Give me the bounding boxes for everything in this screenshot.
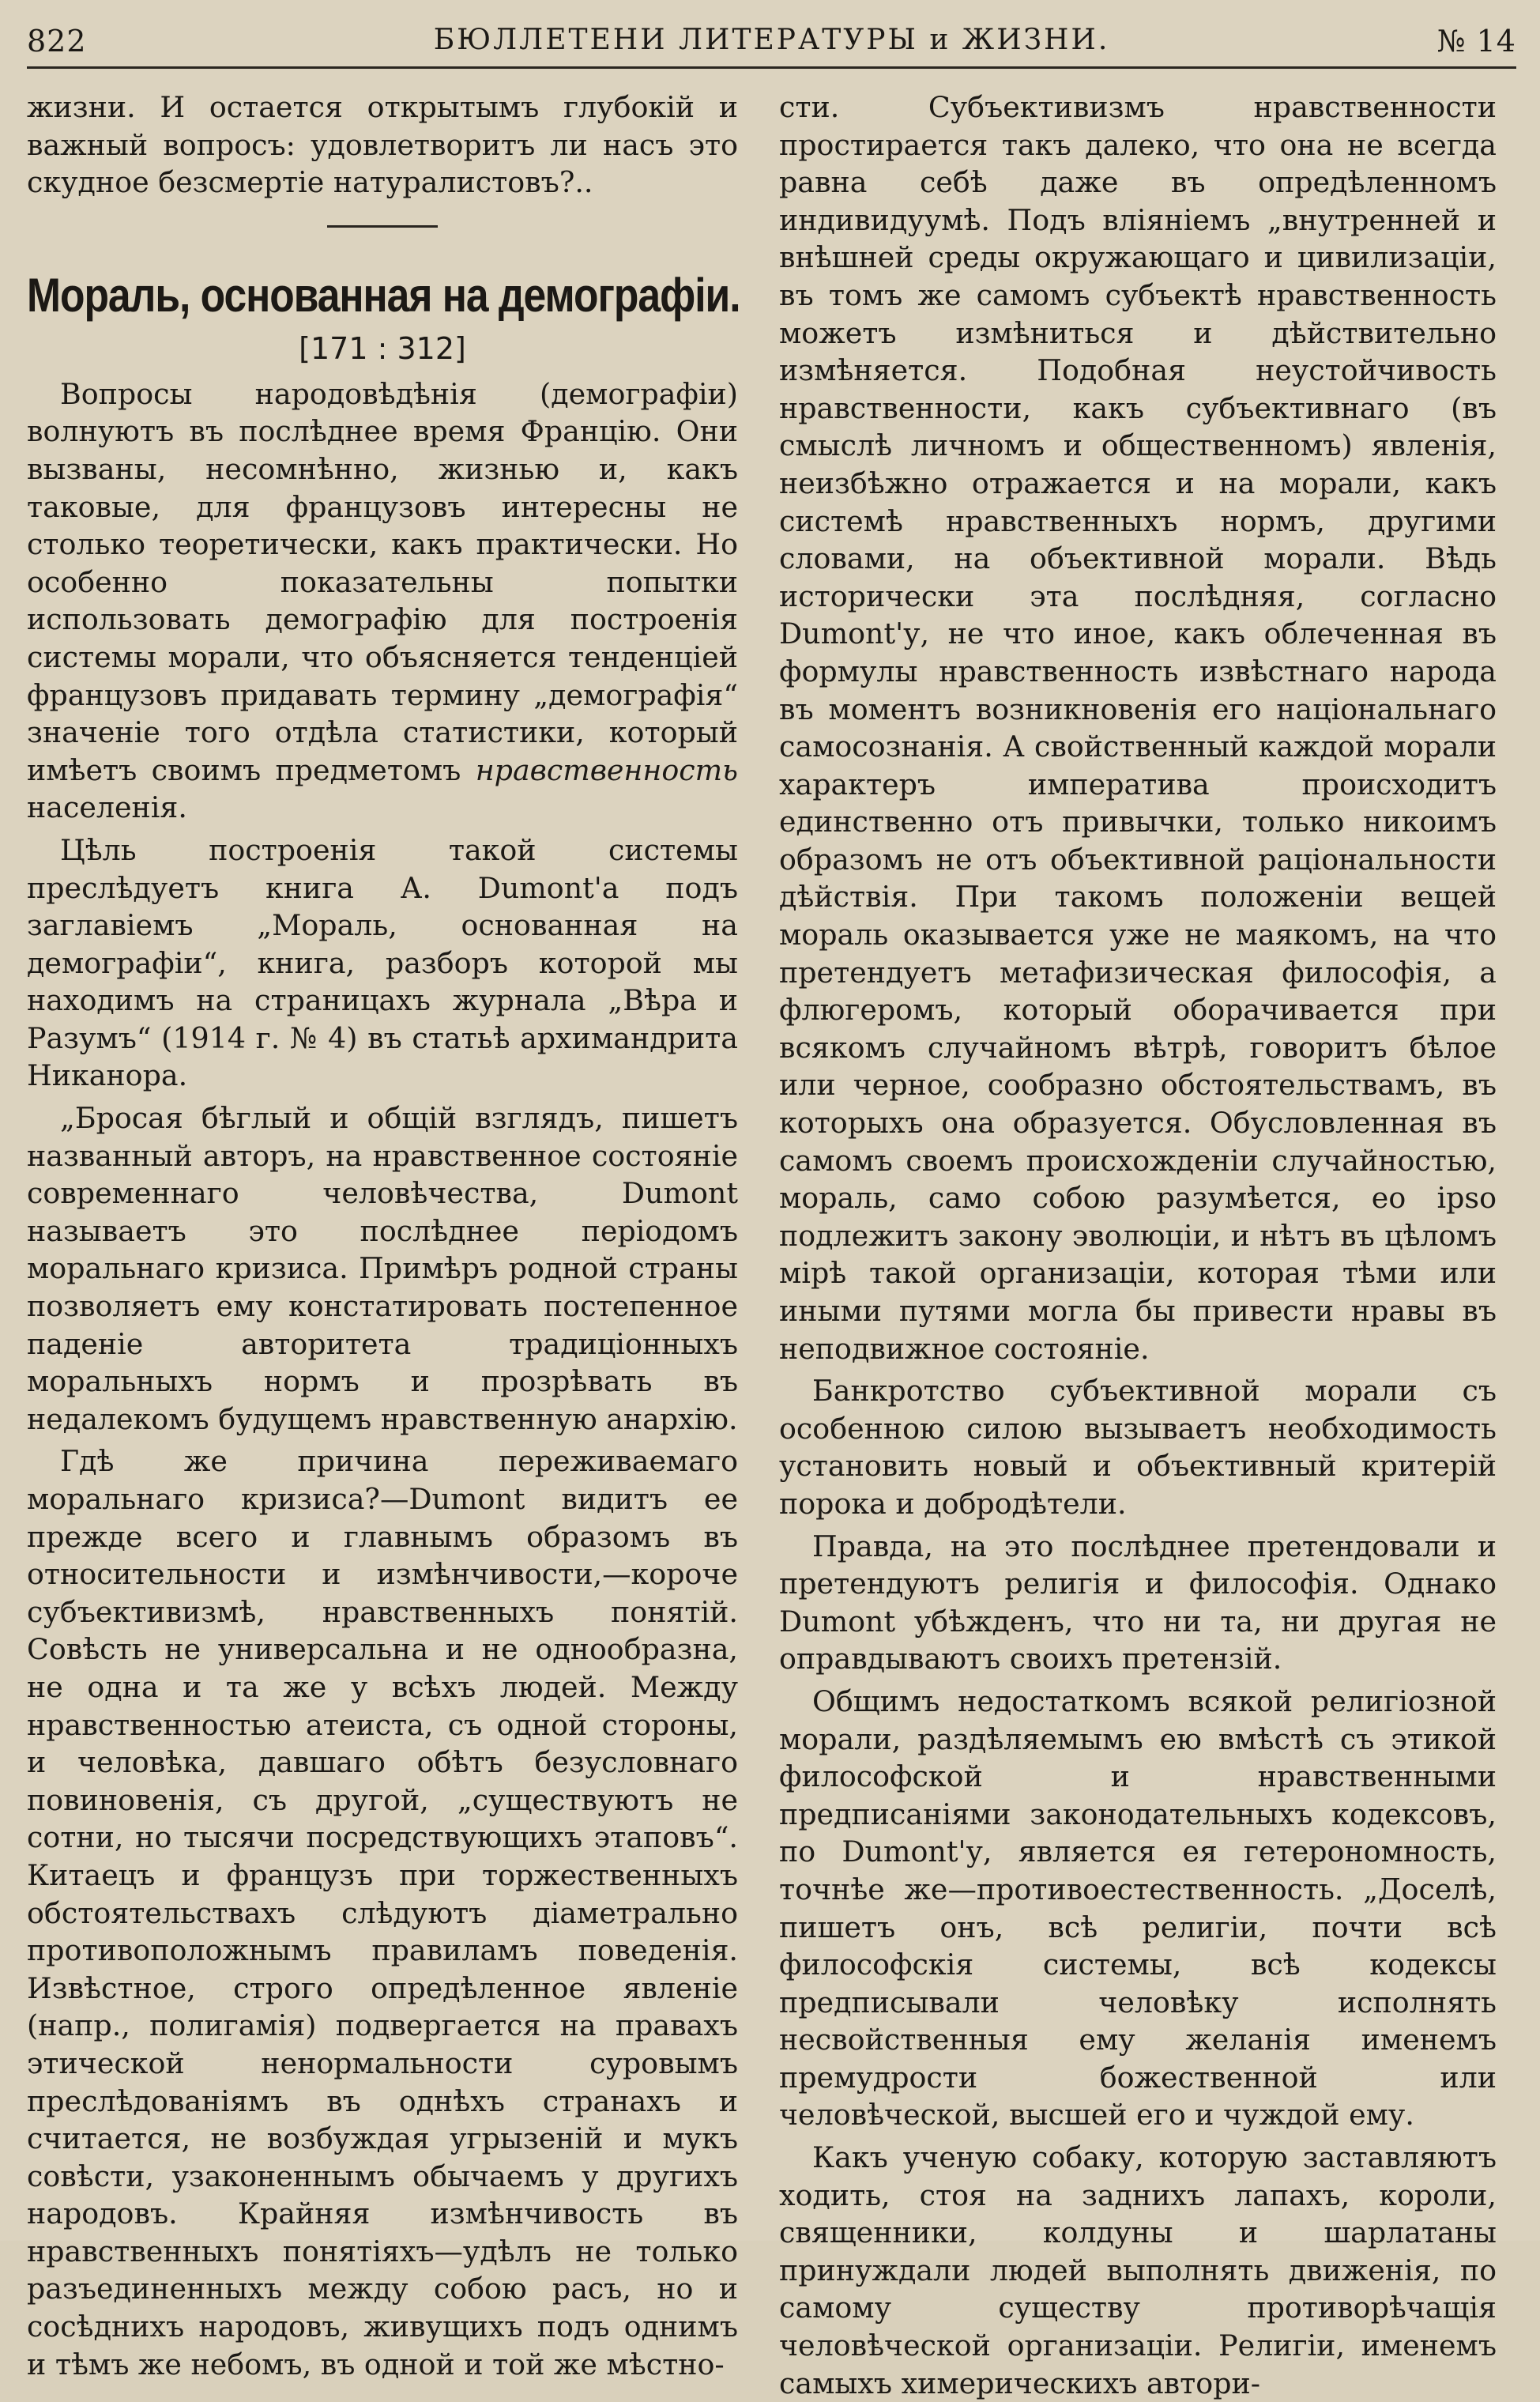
paragraph: Гдѣ же причина переживаемаго моральнаго кризиса?—Dumont видитъ ее прежде всего и главнымъ образомъ въ относительности и измѣнчивости,—короче субъективизмѣ, нравственныхъ понятій. Совѣсть не универсальна и не однообразна, не одна и та же у всѣхъ людей. Между нравственностью атеиста, съ одной стороны, и человѣка, давшаго обѣтъ безусловнаго повиновенія, съ другой, „существуютъ не сотни, но тысячи посредствующихъ этаповъ“. Китаецъ и французъ при торжественныхъ обстоятельствахъ слѣдуютъ діаметрально противоположнымъ правиламъ поведенія. Извѣстное, строго опредѣленное явленіе (напр., полигамія) подвергается на правахъ этической ненормальности суровымъ преслѣдованіямъ въ однѣхъ странахъ и считается, не возбуждая угрызеній и мукъ совѣсти, узаконеннымъ обычаемъ у другихъ народовъ. Крайняя измѣнчивость въ нравственныхъ понятіяхъ—удѣлъ не только разъединенныхъ между собою расъ, но и сосѣднихъ народовъ, живущихъ подъ однимъ и тѣмъ же небомъ, въ одной и той же мѣстно- xyxy=(27,1444,738,2381)
issue-number: № 14 xyxy=(1436,24,1516,58)
paragraph: „Бросая бѣглый и общій взглядъ, пишетъ названный авторъ, на нравственное состояніе современнаго человѣчества, Dumont называетъ это послѣднее періодомъ моральнаго кризиса. Примѣръ родной страны позволяетъ ему констатировать постепенное паденіе авторитета традиціонныхъ моральныхъ нормъ и прозрѣвать въ недалекомъ будущемъ нравственную анархію. xyxy=(27,1101,738,1436)
right-column xyxy=(779,89,1497,2402)
paragraph: Общимъ недостаткомъ всякой религіозной морали, раздѣляемымъ ею вмѣстѣ съ этикой философской и нравственными предписаніями законодательныхъ кодексовъ, по Dumont'у, является ея гетерономность, точнѣе же—противоестественность. „Доселѣ, пишетъ онъ, всѣ религіи, почти всѣ философскія системы, всѣ кодексы предписывали человѣку исполнять несвойственныя ему желанія именемъ премудрости божественной или человѣческой, высшей его и чуждой ему. xyxy=(779,1684,1497,2132)
page-number: 822 xyxy=(27,24,87,58)
page-header xyxy=(27,22,1516,69)
paragraph-text: населенія. xyxy=(27,790,187,825)
article-code: [171 : 312] xyxy=(299,330,466,366)
paragraph xyxy=(27,375,738,827)
left-column xyxy=(27,89,738,2383)
paragraph: Правда, на это послѣднее претендовали и претендуютъ религія и философія. Однако Dumont убѣжденъ, что ни та, ни другая не оправдываютъ своихъ претензій. xyxy=(779,1529,1497,1676)
paragraph: Цѣль построенія такой системы преслѣдуетъ книга А. Dumont'а подъ заглавіемъ „Мораль, основанная на демографіи“, книга, разборъ которой мы находимъ на страницахъ журнала „Вѣра и Разумъ“ (1914 г. № 4) въ статьѣ архимандрита Никанора. xyxy=(27,832,738,1093)
paragraph: Какъ ученую собаку, которую заставляютъ ходить, стоя на заднихъ лапахъ, короли, священники, колдуны и шарлатаны принуждали людей выполнять движенія, по самому существу противорѣчащія человѣческой организаціи. Религіи, именемъ самыхъ химерическихъ автори- xyxy=(779,2140,1497,2400)
paragraph: Банкротство субъективной морали съ особенною силою вызываетъ необходимость установить новый и объективный критерій порока и добродѣтели. xyxy=(779,1374,1497,1521)
article-title: Мораль, основанная на демографіи. xyxy=(27,268,740,322)
paragraph: сти. Субъективизмъ нравственности простирается такъ далеко, что она не всегда равна себѣ даже въ опредѣленномъ индивидуумѣ. Подъ вліяніемъ „внутренней и внѣшней среды окружающаго и цивилизаціи, въ томъ же самомъ субъектѣ нравственность можетъ измѣниться и дѣйствительно измѣняется. Подобная неустойчивость нравственности, какъ субъективнаго (въ смыслѣ личномъ и общественномъ) явленія, неизбѣжно отражается и на морали, какъ системѣ нравственныхъ нормъ, другими словами, на объективной морали. Вѣдь исторически эта послѣдняя, согласно Dumont'у, не что иное, какъ облеченная въ формулы нравственность извѣстнаго народа въ моментъ возникновенія его національнаго самосознанія. А свойственный каждой морали характеръ императива происходитъ единственно отъ привычки, только никоимъ образомъ не отъ объективной раціональности дѣйствія. При такомъ положеніи вещей мораль оказывается уже не маякомъ, на что претендуетъ метафизическая философія, а флюгеромъ, который оборачивается при всякомъ случайномъ вѣтрѣ, говоритъ бѣлое или черное, сообразно обстоятельствамъ, въ которыхъ она образуется. Обусловленная въ самомъ своемъ происхожденіи случайностью, мораль, само собою разумѣется, eo ipso подлежитъ закону эволюціи, и нѣтъ въ цѣломъ мірѣ такой организаціи, которая тѣми или иными путями могла бы привести нравы въ неподвижное состояніе. xyxy=(779,90,1497,1366)
paragraph-text: Вопросы народовѣдѣнія (демографіи) волнуютъ въ послѣднее время Францію. Они вызваны, несомнѣнно, жизнью и, какъ таковые, для французовъ интересны не столько теоретически, какъ практически. Но особенно показательны попытки использовать демографію для построенія системы морали, что объясняется тенденціей французовъ придавать термину „демографія“ значеніе того отдѣла статистики, который имѣетъ своимъ предметомъ xyxy=(27,376,738,787)
emphasis-text: нравственность xyxy=(475,752,738,787)
intro-paragraph: жизни. И остается открытымъ глубокій и важный вопросъ: удовлетворитъ ли насъ это скудное безсмертіе натуралистовъ?.. xyxy=(27,90,738,200)
running-title: БЮЛЛЕТЕНИ ЛИТЕРАТУРЫ и ЖИЗНИ. xyxy=(433,24,1110,56)
section-divider xyxy=(27,202,738,257)
